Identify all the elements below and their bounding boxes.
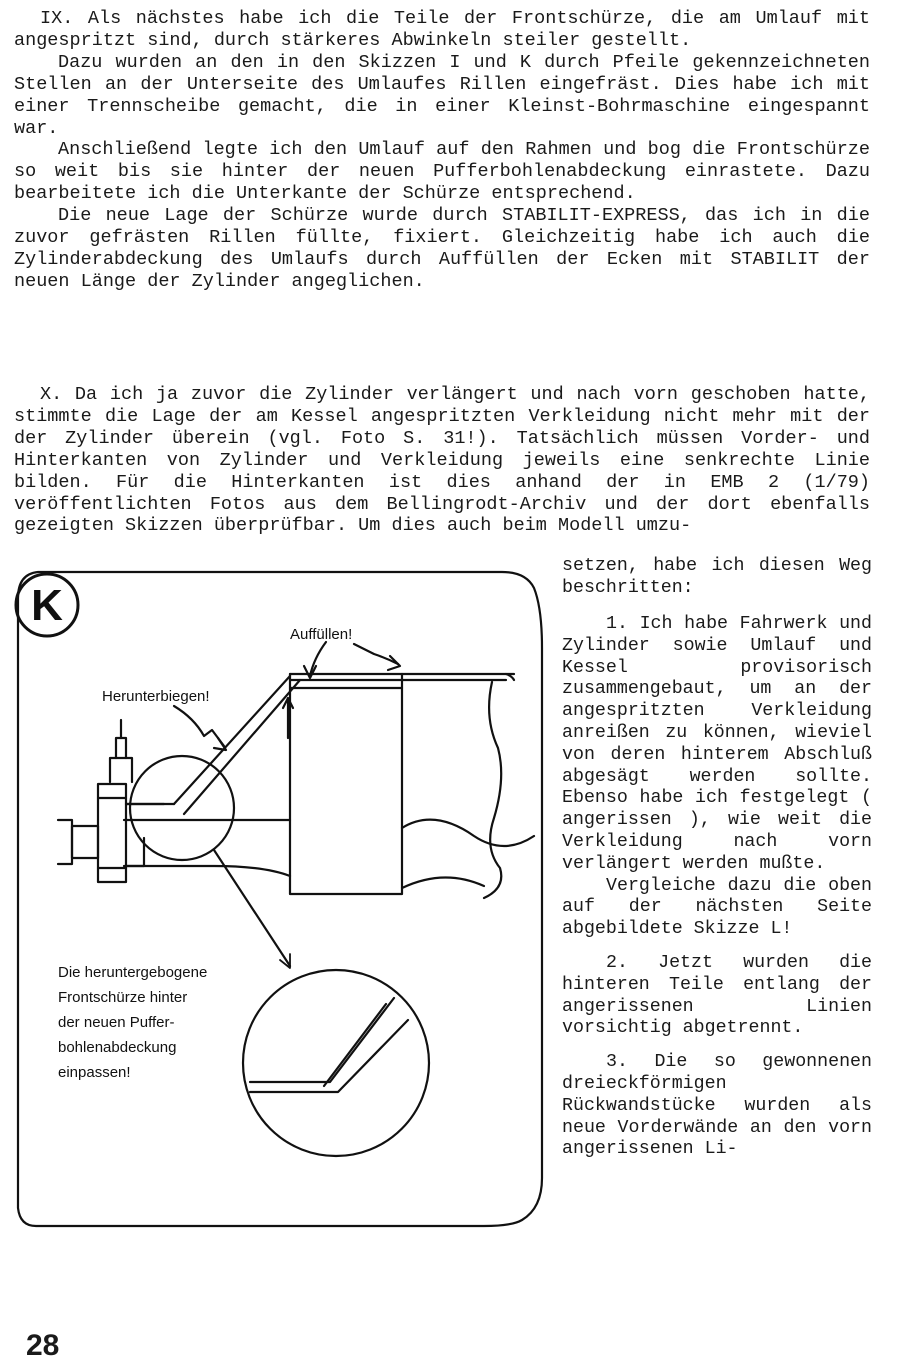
cylinder-block [290, 674, 402, 894]
step-3: 3. Die so gewonnenen dreieckförmigen Rückwandstücke wurden als neue Vorderwände an den vorn angerissenen Li- [562, 1052, 872, 1160]
section-ix-paragraph-1: IX. Als nächstes habe ich die Teile der Frontschürze, die am Umlauf mit angespritzt sind, durch stärkeres Abwinkeln steiler gestellt. [14, 8, 870, 51]
label-auffuellen: Auffüllen! [290, 626, 353, 643]
section-ix-paragraph-2: Dazu wurden an den in den Skizzen I und K durch Pfeile gekennzeichneten Stellen an der Unterseite des Umlaufes Rillen eingefräst. Dies habe ich mit einer Trennscheibe gemacht, die in einer Kleinst-Bohrmaschine eingespannt war. [14, 51, 870, 139]
caption-line: bohlenabdeckung [58, 1039, 177, 1056]
buffer [72, 826, 98, 858]
section-ix [14, 8, 870, 293]
figure-frame [18, 572, 542, 1226]
section-ix-paragraph-3: Anschließend legte ich den Umlauf auf den Rahmen und bog die Frontschürze so weit bis sie hinter der neuen Pufferbohlenabdeckung einrastete. Dazu bearbeitete ich die Unterkante der Schürze entsprechend. [14, 139, 870, 205]
section-x-paragraph: X. Da ich ja zuvor die Zylinder verlängert und nach vorn geschoben hatte, stimmte die Lage der am Kessel angespritzten Verkleidung nicht mehr mit der der Zylinder überein (vgl. Foto S. 31!). Tatsächlich müssen Vorder- und Hinterkanten von Zylinder und Verkleidung jeweils eine senkrechte Linie bilden. Für die Hinterkanten ist dies anhand der in EMB 2 (1/79) veröffentlichten Fotos aus dem Bellingrodt-Archiv und der dort ebenfalls gezeigten Skizzen überprüfbar. Um dies auch beim Modell umzu- [14, 384, 870, 537]
section-x [14, 384, 870, 537]
steps-column [562, 614, 872, 1161]
figure-letter: K [31, 581, 63, 630]
caption-line: einpassen! [58, 1064, 131, 1081]
label-herunterbiegen: Herunterbiegen! [102, 688, 210, 705]
caption-line: Die heruntergebogene [58, 964, 208, 981]
sketch-k-drawing [14, 568, 556, 1230]
detail-circle-large [243, 970, 429, 1156]
section-ix-paragraph-4: Die neue Lage der Schürze wurde durch STABILIT-EXPRESS, das ich in die zuvor gefrästen Rillen füllte, fixiert. Gleichzeitig habe ich auch die Zylinderabdeckung des Umlaufs durch Auffüllen der Ecken mit STABILIT der neuen Länge der Zylinder angeglichen. [14, 205, 870, 292]
caption-line: der neuen Puffer- [58, 1014, 175, 1031]
sketch-k [14, 568, 556, 1230]
detail-circle-small [130, 756, 234, 860]
page-number: 28 [26, 1329, 60, 1362]
step-2: 2. Jetzt wurden die hinteren Teile entlang der angerissenen Linien vorsichtig abgetrennt. [562, 952, 872, 1039]
section-x-continuation [562, 556, 872, 600]
section-x-continuation-text: setzen, habe ich diesen Weg beschritten: [562, 556, 872, 598]
step-1: 1. Ich habe Fahrwerk und Zylinder sowie Umlauf und Kessel provisorisch zusammengebaut, um an der angespritzten Verkleidung anreißen zu können, wieviel von deren hinterem Abschluß abgesägt werden sollte. Ebenso habe ich festgelegt ( angerissen ), wie weit die Verkleidung nach vorn verlängert werden mußte. [562, 614, 872, 874]
caption-line: Frontschürze hinter [58, 989, 188, 1006]
step-1-reference: Vergleiche dazu die oben auf der nächsten Seite abgebildete Skizze L! [562, 875, 872, 940]
figure-caption [58, 960, 207, 1085]
